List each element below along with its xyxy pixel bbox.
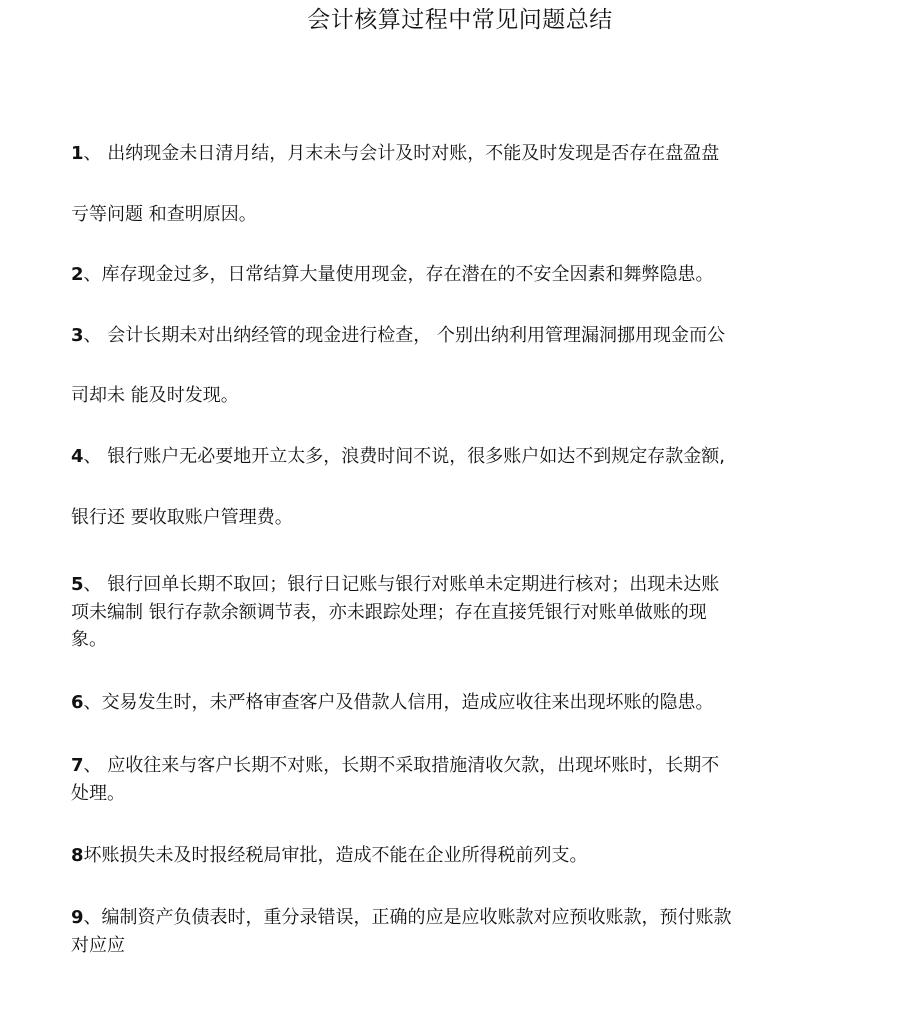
item-4-text-2: 银行还 要收取账户管理费。 (71, 507, 293, 528)
item-5-number: 5 (71, 574, 84, 595)
item-3-text-2: 司却未 能及时发现。 (71, 385, 239, 406)
item-9-text-1: 、编制资产负债表时，重分录错误，正确的应是应收账款对应预收账款，预付账款 (83, 907, 732, 928)
item-4-text-1: 、 银行账户无必要地开立太多，浪费时间不说，很多账户如达不到规定存款金额, (83, 446, 725, 467)
item-3-text-1: 、 会计长期未对出纳经管的现金进行检查， 个别出纳利用管理漏洞挪用现金而公 (83, 325, 725, 346)
item-2-line-1 (71, 262, 714, 288)
item-4-line-1 (71, 444, 725, 470)
item-7-number: 7 (71, 755, 84, 776)
item-1-line-1 (71, 141, 719, 167)
item-2-number: 2 (71, 264, 84, 285)
item-9-text-2: 对应应 (71, 935, 125, 956)
item-5-line-1 (71, 572, 719, 598)
item-9-line-2 (71, 933, 125, 959)
item-5-line-3 (71, 627, 107, 653)
item-8-line-1 (71, 843, 588, 869)
item-5-line-2 (71, 600, 707, 626)
item-1-text-1: 、 出纳现金未日清月结，月末未与会计及时对账，不能及时发现是否存在盘盈盘 (83, 143, 720, 164)
item-7-text-2: 处理。 (71, 783, 125, 804)
item-8-number: 8 (71, 845, 84, 866)
page-title: 会计核算过程中常见问题总结 (307, 7, 613, 33)
item-1-line-2 (71, 202, 257, 228)
item-7-line-1 (71, 753, 719, 779)
item-2-text-1: 、库存现金过多，日常结算大量使用现金，存在潜在的不安全因素和舞弊隐患。 (83, 264, 714, 285)
item-1-text-2: 亏等问题 和查明原因。 (71, 204, 257, 225)
item-3-line-2 (71, 383, 239, 409)
item-1-number: 1 (71, 143, 84, 164)
item-5-text-3: 象。 (71, 629, 107, 650)
item-4-line-2 (71, 505, 293, 531)
item-6-number: 6 (71, 692, 84, 713)
item-3-line-1 (71, 323, 725, 349)
item-9-line-1 (71, 905, 732, 931)
item-6-text-1: 、交易发生时，未严格审查客户及借款人信用，造成应收往来出现坏账的隐患。 (83, 692, 714, 713)
item-6-line-1 (71, 690, 714, 716)
item-7-text-1: 、 应收往来与客户长期不对账，长期不采取措施清收欠款，出现坏账时，长期不 (83, 755, 720, 776)
item-4-number: 4 (71, 446, 84, 467)
item-8-text-1: 坏账损失未及时报经税局审批，造成不能在企业所得税前列支。 (83, 845, 588, 866)
item-9-number: 9 (71, 907, 84, 928)
item-3-number: 3 (71, 325, 84, 346)
item-5-text-2: 项未编制 银行存款余额调节表，亦未跟踪处理；存在直接凭银行对账单做账的现 (71, 602, 707, 623)
item-7-line-2 (71, 781, 125, 807)
item-5-text-1: 、 银行回单长期不取回；银行日记账与银行对账单未定期进行核对；出现未达账 (83, 574, 720, 595)
